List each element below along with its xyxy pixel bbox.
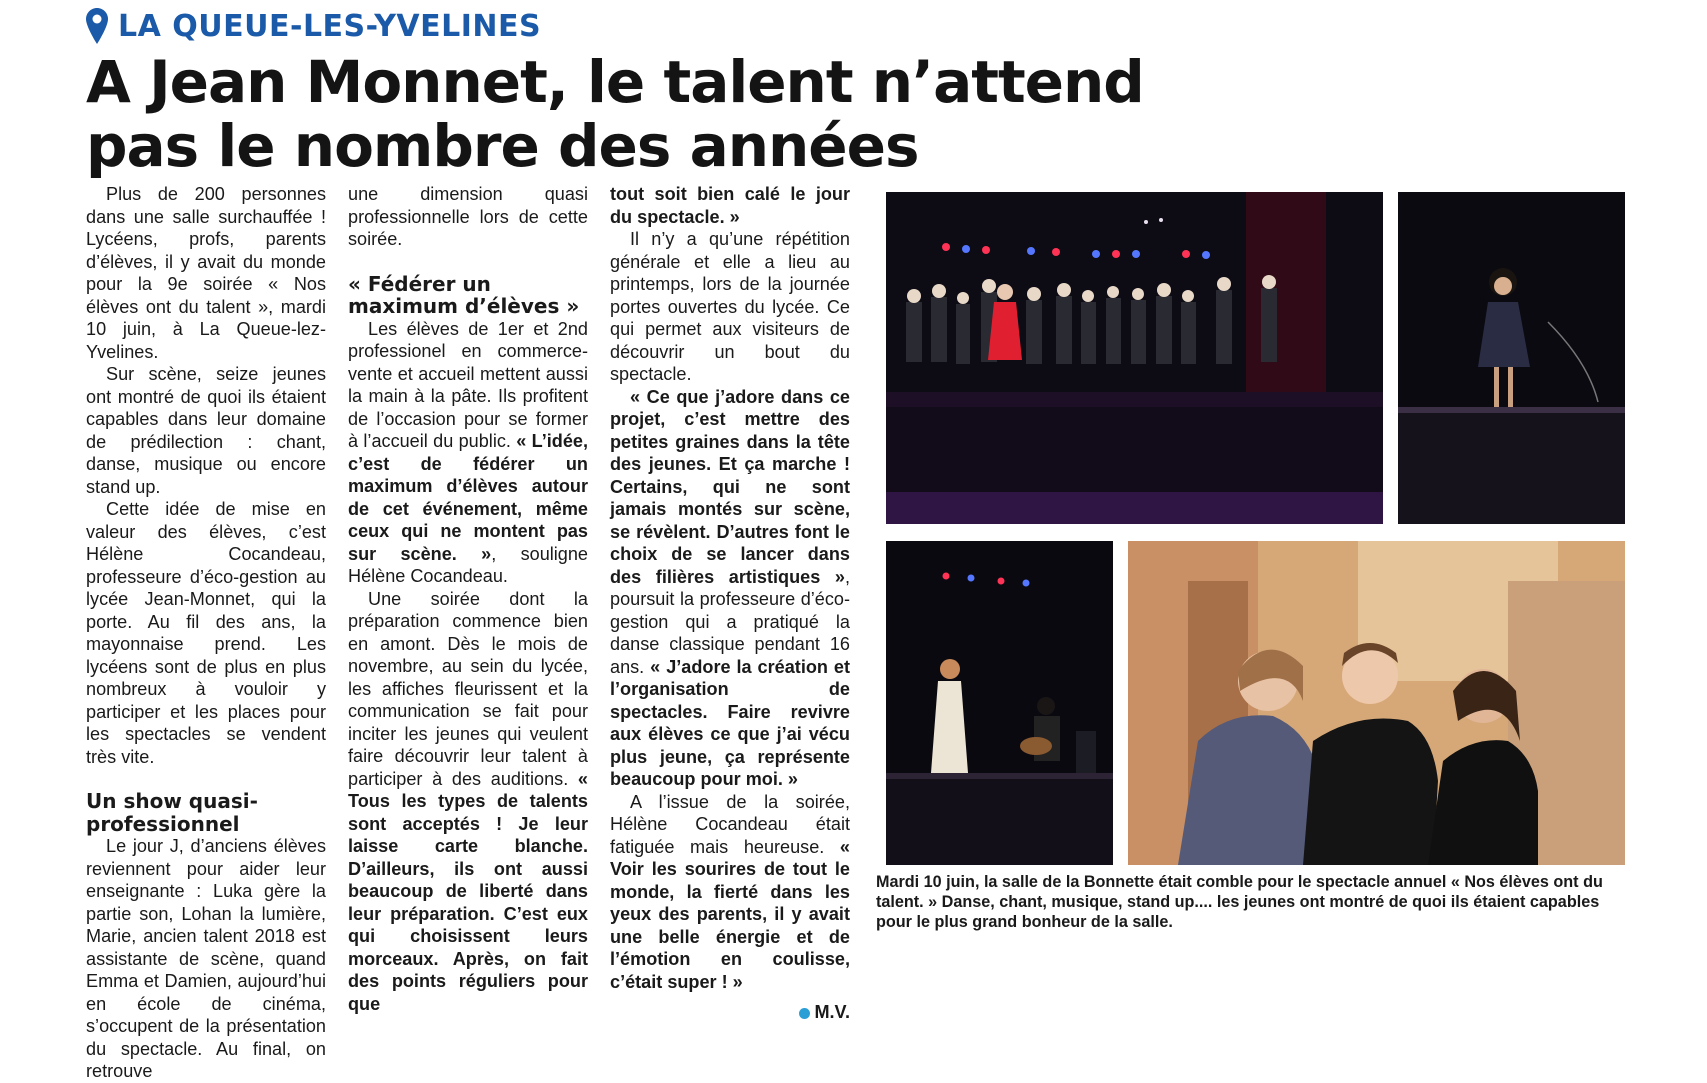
location-header [86, 6, 541, 46]
quote: « L’idée, c’est de fédérer un maximum d’élèves autour de cet événement, même ceux qui ne montent pas sur scène. » [348, 431, 588, 564]
subheading: « Fédérer un maximum d’élèves » [348, 271, 580, 318]
author-initials: M.V. [814, 1002, 850, 1022]
subheading: Un show quasi-professionnel [86, 789, 258, 836]
paragraph [348, 588, 588, 1016]
text-run: , poursuit la professeure d’éco-gestion qui a pratiqué la danse classique pendant 16 ans. [610, 566, 850, 677]
text-run: , souligne Hélène Cocandeau. [348, 543, 588, 586]
text-run: Les élèves de 1er et 2nd professionel en commerce-vente et accueil mettent aussi la main à la pâte. Ils profitent de l’occasion pour se former à l’accueil du public. [348, 318, 588, 451]
article-column-1 [86, 183, 326, 1083]
text-run: Une soirée dont la préparation commence bien en amont. Dès le mois de novembre, au sein du lycée, les affiches fleurissent et la communication se fait pour inciter les jeunes qui veulent faire découvrir leur talent à participer à des auditions. [348, 588, 588, 789]
quote: tout soit bien calé le jour du spectacle. » [610, 184, 850, 227]
page-title: A Jean Monnet, le talent n’attend pas le nombre des années [86, 48, 1144, 180]
paragraph [348, 318, 588, 588]
quote: « Voir les sourires de tout le monde, la fierté dans les yeux des parents, il y avait une belle énergie et de l’émotion en coulisse, c’était super ! » [610, 836, 850, 992]
quote: « J’adore la création et l’organisation de spectacles. Faire revivre aux élèves ce que j’ai vécu plus jeune, ça représente beaucoup pour moi. » [610, 656, 850, 789]
author-signature [610, 1001, 850, 1024]
paragraph: Plus de 200 personnes dans une salle surchauffée ! Lycéens, profs, parents d’élèves, il y avait du monde pour la 9e soirée « Nos élèves ont du talent », mardi 10 juin, à La Queue-lez-Yvelines. [86, 184, 326, 362]
paragraph: une dimension quasi professionnelle lors de cette soirée. [348, 184, 588, 249]
photo-group-on-stage [886, 192, 1383, 524]
photo-singer-and-guitarist [886, 541, 1113, 865]
location-label: LA QUEUE-LES-YVELINES [118, 8, 542, 44]
paragraph [610, 791, 850, 994]
paragraph: Il n’y a qu’une répétition générale et elle a lieu au printemps, lors de la journée portes ouvertes du lycée. Ce qui permet aux visiteurs de découvrir un bout du spectacle. [610, 229, 850, 384]
article-column-2 [348, 183, 588, 1015]
quote: « Tous les types de talents sont acceptés ! Je leur laisse carte blanche. D’ailleurs, ils ont aussi beaucoup de liberté dans leur préparation. C’est eux qui choisissent leurs morceaux. Après, on fait des points réguliers pour que [348, 768, 588, 1014]
location-pin-icon [86, 8, 108, 44]
paragraph: Cette idée de mise en valeur des élèves, c’est Hélène Cocandeau, professeure d’éco-gestion au lycée Jean-Monnet, qui la porte. Au fil des ans, la mayonnaise prend. Les lycéens sont de plus en plus nombreux à vouloir y participer et les places pour les spectacles se vendent très vite. [86, 499, 326, 767]
paragraph: Le jour J, d’anciens élèves reviennent pour aider leur enseignante : Luka gère la partie son, Lohan la lumière, Marie, ancien talent 2018 est assistante de scène, quand Emma et Damien, aujourd’hui en école de cinéma, s’occupent de la présentation du spectacle. Au final, on retrouve [86, 836, 326, 1081]
photo-solo-singer [1398, 192, 1625, 524]
paragraph: Sur scène, seize jeunes ont montré de quoi ils étaient capables dans leur domaine de prédilection : chant, danse, musique ou encore stand up. [86, 364, 326, 497]
photo-three-students [1128, 541, 1625, 865]
quote: « Ce que j’adore dans ce projet, c’est mettre des petites graines dans la tête des jeunes. Et ça marche ! Certains, qui ne sont jamais montés sur scène, se révèlent. D’autres font le choix de se lancer dans des filières artistiques » [610, 386, 850, 587]
text-run: A l’issue de la soirée, Hélène Cocandeau était fatiguée mais heureuse. [610, 791, 850, 857]
photo-caption: Mardi 10 juin, la salle de la Bonnette était comble pour le spectacle annuel « Nos élèves ont du talent. » Danse, chant, musique, stand up.... les jeunes ont montré de quoi ils étaient capables pour le plus grand bonheur de la salle. [876, 873, 1603, 931]
paragraph [610, 386, 850, 791]
bullet-dot-icon [799, 1008, 810, 1019]
article-column-3 [610, 183, 850, 1024]
